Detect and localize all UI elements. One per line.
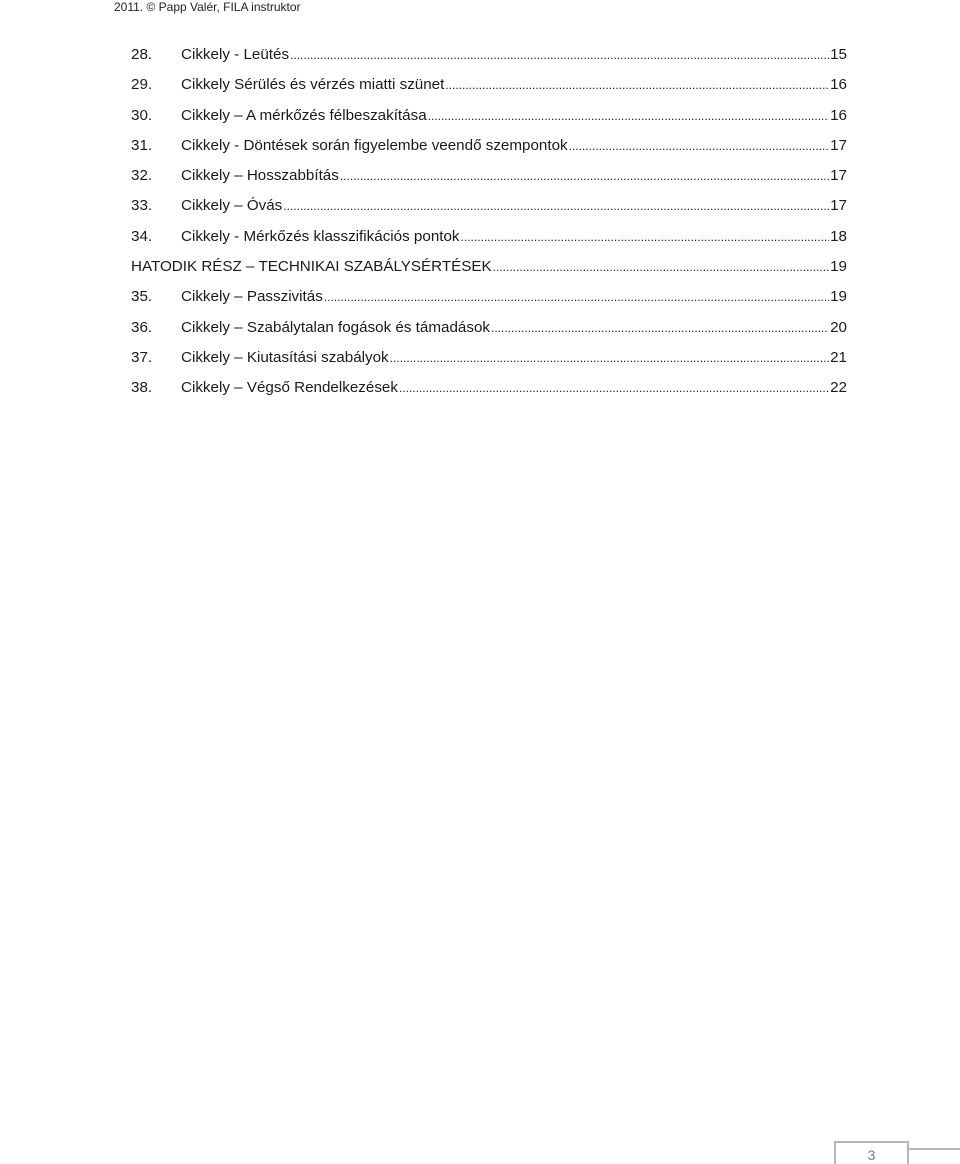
toc-dot-leader [390, 343, 829, 373]
toc-entry-30[interactable] [131, 101, 847, 131]
toc-entry-title: Cikkely – Kiutasítási szabályok [181, 348, 389, 366]
toc-entry-number: 33. [131, 197, 153, 215]
toc-entry-36[interactable] [131, 313, 847, 343]
toc-entry-title: Cikkely – Óvás [181, 197, 283, 215]
toc-entry-page: 15 [830, 46, 847, 63]
toc-entry-page: 17 [830, 136, 847, 154]
toc-entry-page: 17 [830, 197, 847, 215]
toc-entry-number: 38. [131, 379, 153, 397]
toc-entry-page: 16 [830, 106, 847, 124]
page-number: 3 [867, 1147, 876, 1163]
toc-entry-page: 21 [830, 348, 847, 366]
toc-dot-leader [290, 40, 829, 70]
toc-entry-page: 20 [830, 318, 847, 336]
toc-entry-37[interactable] [131, 343, 847, 373]
toc-entry-title: Cikkely – A mérkőzés félbeszakítása [181, 106, 427, 124]
toc-entry-38[interactable] [131, 373, 847, 403]
toc-entry-number: 30. [131, 106, 153, 124]
toc-dot-leader [491, 313, 829, 343]
toc-entry-number: 32. [131, 167, 153, 185]
toc-entry-29[interactable] [131, 70, 847, 100]
toc-entry-number: 37. [131, 348, 153, 366]
toc-entry-page: 17 [830, 167, 847, 185]
toc-entry-title: Cikkely Sérülés és vérzés miatti szünet [181, 76, 445, 94]
toc-entry-number: 36. [131, 318, 153, 336]
toc-dot-leader [283, 191, 829, 221]
toc-dot-leader [569, 131, 829, 161]
toc-entry-number: 28. [131, 46, 153, 63]
toc-entry-33[interactable] [131, 191, 847, 221]
toc-entry-page: 19 [830, 258, 847, 276]
toc-dot-leader [461, 222, 830, 252]
toc-entry-page: 22 [830, 379, 847, 397]
toc-entry-34[interactable] [131, 222, 847, 252]
toc-entry-title: Cikkely - Leütés [181, 46, 290, 63]
page-header: 2011. © Papp Valér, FILA instruktor [114, 0, 301, 14]
toc-dot-leader [493, 252, 829, 282]
toc-entry-number: 31. [131, 136, 153, 154]
page-number-box [834, 1141, 909, 1164]
toc-entry-title: Cikkely - Döntések során figyelembe veendő szempontok [181, 136, 568, 154]
toc-entry-title: Cikkely – Végső Rendelkezések [181, 379, 398, 397]
toc-part-title: HATODIK RÉSZ – TECHNIKAI SZABÁLYSÉRTÉSEK [131, 258, 492, 276]
toc-dot-leader [445, 70, 829, 100]
toc-entry-number: 34. [131, 227, 153, 245]
toc-entry-31[interactable] [131, 131, 847, 161]
toc-dot-leader [324, 282, 829, 312]
toc-dot-leader [428, 101, 829, 131]
toc-entry-35[interactable] [131, 282, 847, 312]
table-of-contents [131, 40, 847, 404]
toc-entry-number: 29. [131, 76, 153, 94]
toc-entry-number: 35. [131, 288, 153, 306]
toc-entry-page: 19 [830, 288, 847, 306]
toc-entry-title: Cikkely - Mérkőzés klasszifikációs pontok [181, 227, 460, 245]
toc-entry-32[interactable] [131, 161, 847, 191]
toc-entry-page: 16 [830, 76, 847, 94]
toc-entry-part-six[interactable] [131, 252, 847, 282]
toc-entry-page: 18 [830, 227, 847, 245]
toc-entry-title: Cikkely – Hosszabbítás [181, 167, 339, 185]
toc-entry-title: Cikkely – Passzivitás [181, 288, 323, 306]
toc-dot-leader [340, 161, 829, 191]
toc-entry-28[interactable] [131, 40, 847, 70]
toc-dot-leader [399, 373, 829, 403]
toc-entry-title: Cikkely – Szabálytalan fogások és támadások [181, 318, 490, 336]
